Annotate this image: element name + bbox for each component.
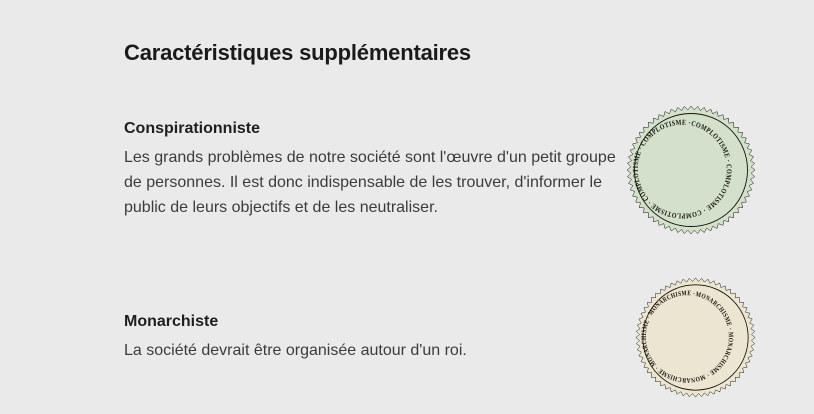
svg-text:MONARCHISME · MONARCHISME · MO: MONARCHISME · MONARCHISME · MONARCHISME · MONARCHISME · MONARCHISME ·: [640, 290, 734, 384]
characteristic-description: Les grands problèmes de notre société sont l'œuvre d'un petit groupe de personnes. Il est donc indispensable de les trouver, d'informer le public de leurs objectifs et de les neutraliser.: [124, 149, 616, 216]
svg-text:COMPLOTISME · COMPLOTISME · CO: COMPLOTISME · COMPLOTISME · COMPLOTISME · COMPLOTISME · COMPLOTISME ·: [630, 117, 734, 221]
characteristic-item: [124, 276, 757, 399]
characteristic-text-block: [124, 313, 616, 363]
characteristic-description: La société devrait être organisée autour d'un roi.: [124, 341, 467, 359]
monarchisme-seal-crown-icon: [634, 276, 757, 399]
characteristic-name: Monarchiste: [124, 312, 219, 330]
characteristic-text-block: [124, 120, 616, 220]
characteristic-item: [124, 104, 757, 236]
page-title: Caractéristiques supplémentaires: [124, 40, 471, 65]
complotisme-seal-eye-pyramid-icon: [625, 104, 757, 236]
characteristic-name: Conspirationniste: [124, 120, 261, 137]
